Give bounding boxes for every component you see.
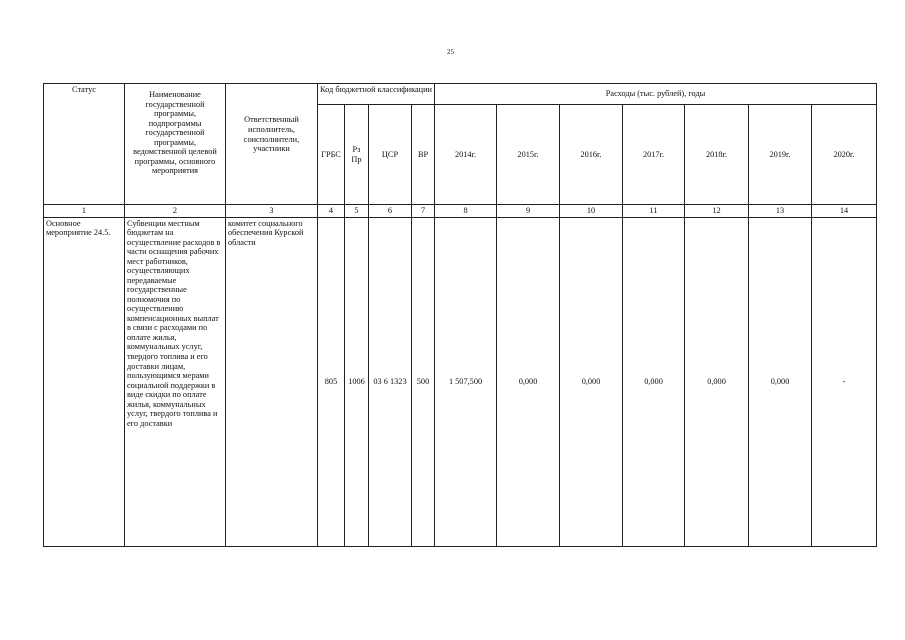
row-value-2018: 0,000 (685, 217, 749, 546)
row-rzpr: 1006 (345, 217, 369, 546)
header-rzpr: Рз Пр (345, 105, 369, 205)
budget-table (43, 83, 877, 547)
column-index: 12 (685, 205, 749, 218)
column-index: 11 (623, 205, 685, 218)
column-index: 5 (345, 205, 369, 218)
header-year-2017: 2017г. (623, 105, 685, 205)
row-value-2014: 1 507,500 (435, 217, 497, 546)
column-index: 13 (749, 205, 812, 218)
column-index: 3 (226, 205, 318, 218)
header-year-2018: 2018г. (685, 105, 749, 205)
column-index: 1 (44, 205, 125, 218)
column-index: 14 (812, 205, 877, 218)
header-csr: ЦСР (369, 105, 412, 205)
row-name: Субвенции местным бюджетам на осуществление расходов в части оснащения рабочих мест работников, осуществляющих передаваемые государственные полномочия по осуществлению компенсационных выплат в связи с расходами по оплате жилья, коммунальных услуг, твердого топлива и его доставки лицам, пользующимся мерами социальной поддержки в виде скидки по оплате жилья, коммунальных услуг, твердого топлива и его доставки (125, 217, 226, 546)
column-index: 9 (497, 205, 560, 218)
row-value-2019: 0,000 (749, 217, 812, 546)
table-row (44, 217, 877, 546)
column-index: 10 (560, 205, 623, 218)
column-index: 8 (435, 205, 497, 218)
header-year-2016: 2016г. (560, 105, 623, 205)
row-status: Основное мероприятие 24.5. (44, 217, 125, 546)
header-year-2020: 2020г. (812, 105, 877, 205)
column-index: 4 (318, 205, 345, 218)
header-name: Наименование государственной программы, подпрограммы государственной программы, ведомственной целевой программы, основного мероприятия (125, 84, 226, 205)
row-value-2016: 0,000 (560, 217, 623, 546)
row-value-2015: 0,000 (497, 217, 560, 546)
column-index-row (44, 205, 877, 218)
column-index: 6 (369, 205, 412, 218)
column-index: 7 (412, 205, 435, 218)
header-expenses: Расходы (тыс. рублей), годы (435, 84, 877, 105)
row-value-2020: - (812, 217, 877, 546)
row-vr: 500 (412, 217, 435, 546)
page-number: 25 (447, 48, 454, 56)
row-grbs: 805 (318, 217, 345, 546)
header-year-2019: 2019г. (749, 105, 812, 205)
row-csr: 03 6 1323 (369, 217, 412, 546)
header-status: Статус (44, 84, 125, 205)
column-index: 2 (125, 205, 226, 218)
header-year-2014: 2014г. (435, 105, 497, 205)
row-value-2017: 0,000 (623, 217, 685, 546)
header-responsible: Ответственный исполнитель, соисполнители, участники (226, 84, 318, 205)
header-year-2015: 2015г. (497, 105, 560, 205)
header-row-top (44, 84, 877, 105)
header-budget-code: Код бюджетной классификации (318, 84, 435, 105)
header-vr: ВР (412, 105, 435, 205)
header-grbs: ГРБС (318, 105, 345, 205)
row-responsible: комитет социального обеспечения Курской области (226, 217, 318, 546)
